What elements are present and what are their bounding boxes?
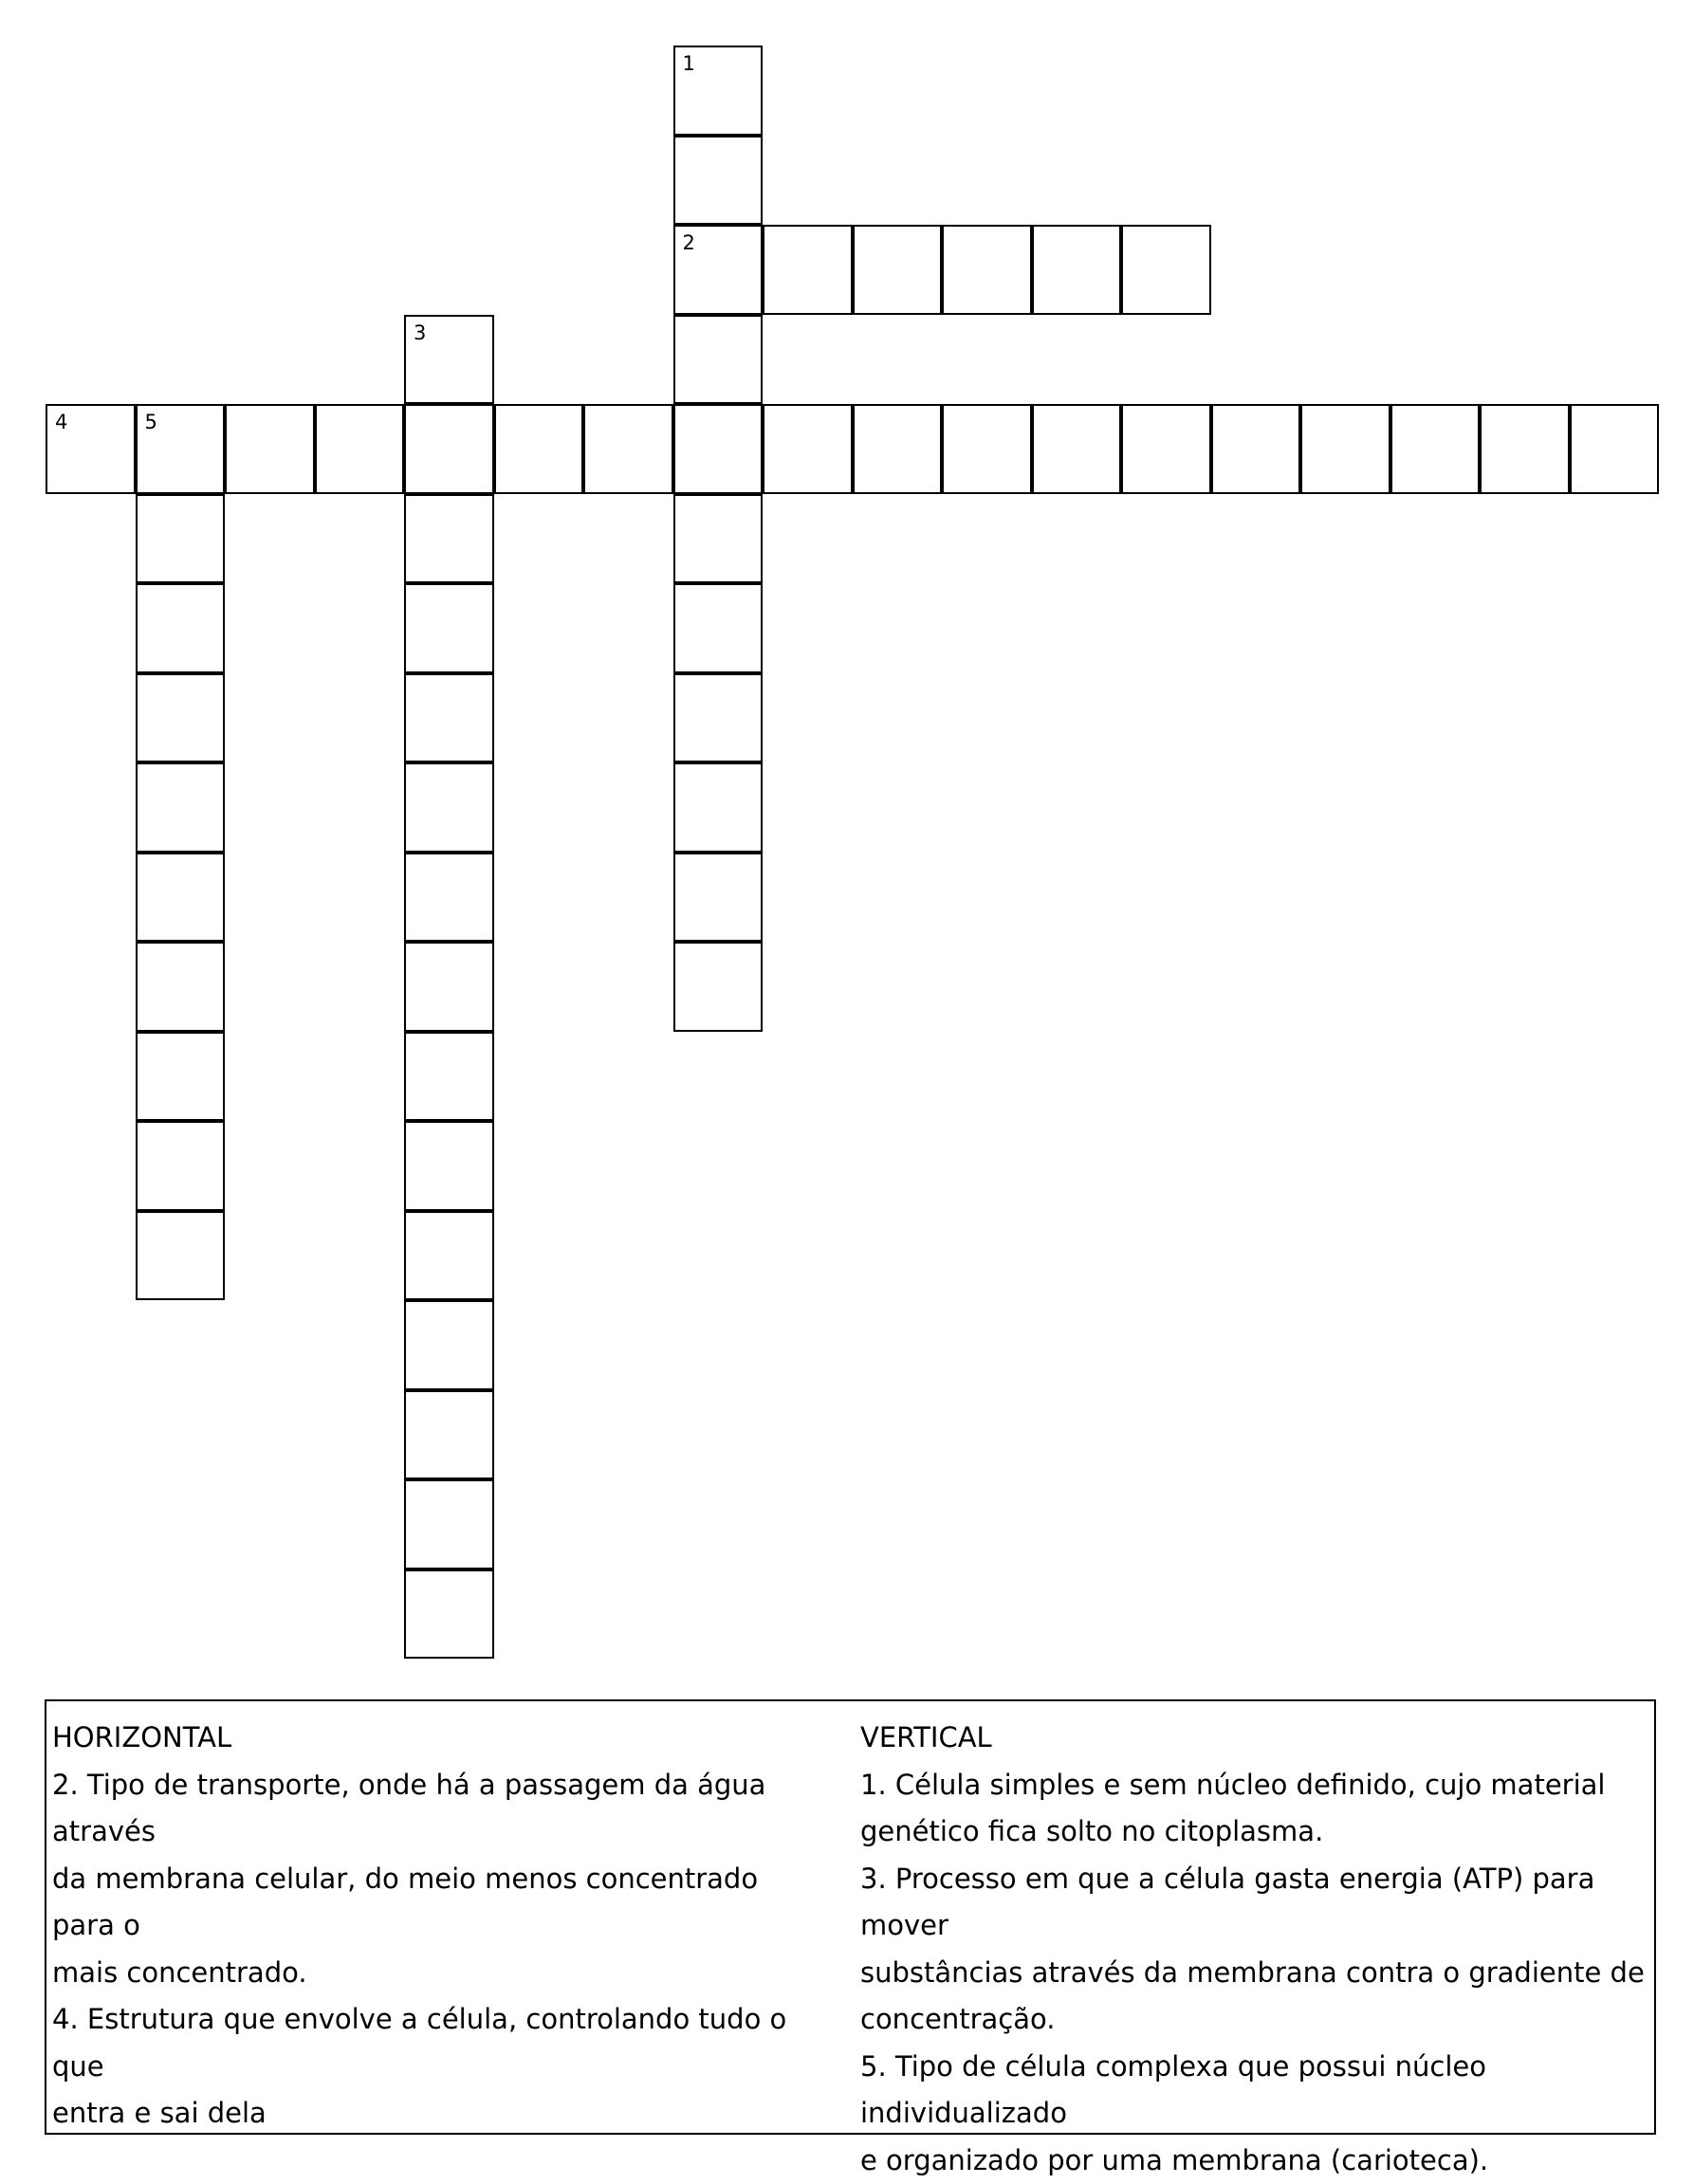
crossword-cell[interactable] — [404, 583, 494, 673]
crossword-cell[interactable] — [136, 583, 226, 673]
crossword-cell[interactable] — [136, 853, 226, 943]
crossword-cell[interactable] — [673, 404, 764, 494]
crossword-cell[interactable] — [404, 942, 494, 1032]
horizontal-clue-line: mais concentrado. — [52, 1950, 828, 1997]
crossword-cell[interactable] — [136, 1211, 226, 1301]
crossword-cell[interactable] — [1480, 404, 1570, 494]
crossword-cell[interactable] — [673, 673, 764, 763]
vertical-clue-line: 1. Célula simples e sem núcleo definido, cujo material — [860, 1762, 1648, 1809]
crossword-cell[interactable] — [673, 494, 764, 584]
clue-number: 4 — [55, 411, 67, 433]
crossword-cell[interactable] — [1570, 404, 1660, 494]
crossword-cell[interactable] — [853, 225, 943, 315]
crossword-cell[interactable] — [136, 673, 226, 763]
crossword-cell[interactable] — [46, 404, 136, 494]
crossword-cell[interactable] — [494, 404, 584, 494]
crossword-cell[interactable] — [136, 942, 226, 1032]
vertical-clue-line: e organizado por uma membrana (carioteca). — [860, 2138, 1648, 2184]
crossword-cell[interactable] — [404, 1211, 494, 1301]
crossword-cell[interactable] — [404, 1479, 494, 1569]
clue-number: 5 — [145, 411, 157, 433]
crossword-cell[interactable] — [942, 404, 1032, 494]
crossword-cell[interactable] — [404, 1121, 494, 1211]
crossword-cell[interactable] — [404, 1300, 494, 1390]
crossword-cell[interactable] — [136, 494, 226, 584]
crossword-cell[interactable] — [583, 404, 673, 494]
horizontal-clue-line: da membrana celular, do meio menos concentrado para o — [52, 1856, 828, 1950]
horizontal-heading: HORIZONTAL — [52, 1715, 828, 1762]
vertical-clues — [860, 1715, 1648, 2184]
crossword-cell[interactable] — [404, 1390, 494, 1480]
vertical-heading: VERTICAL — [860, 1715, 1648, 1762]
crossword-cell[interactable] — [1032, 225, 1122, 315]
vertical-clue-line: 5. Tipo de célula complexa que possui núcleo individualizado — [860, 2044, 1648, 2138]
horizontal-clue-line: entra e sai dela — [52, 2090, 828, 2138]
horizontal-clue-line: 2. Tipo de transporte, onde há a passagem da água através — [52, 1762, 828, 1856]
horizontal-clue-line: 4. Estrutura que envolve a célula, controlando tudo o que — [52, 1996, 828, 2090]
clue-number: 1 — [683, 52, 695, 75]
vertical-clue-line: concentração. — [860, 1996, 1648, 2044]
crossword-cell[interactable] — [136, 1121, 226, 1211]
clues-box — [45, 1699, 1656, 2135]
crossword-cell[interactable] — [136, 762, 226, 853]
crossword-cell[interactable] — [404, 762, 494, 853]
crossword-cell[interactable] — [404, 853, 494, 943]
crossword-cell[interactable] — [1211, 404, 1301, 494]
crossword-cell[interactable] — [1121, 404, 1211, 494]
crossword-cell[interactable] — [136, 1032, 226, 1122]
crossword-cell[interactable] — [404, 315, 494, 405]
crossword-cell[interactable] — [763, 225, 853, 315]
crossword-cell[interactable] — [673, 942, 764, 1032]
vertical-clue-line: substâncias através da membrana contra o gradiente de — [860, 1950, 1648, 1997]
crossword-cell[interactable] — [942, 225, 1032, 315]
crossword-cell[interactable] — [763, 404, 853, 494]
crossword-cell[interactable] — [1300, 404, 1390, 494]
crossword-cell[interactable] — [136, 404, 226, 494]
crossword-cell[interactable] — [673, 46, 764, 136]
crossword-cell[interactable] — [225, 404, 315, 494]
crossword-cell[interactable] — [673, 315, 764, 405]
crossword-cell[interactable] — [673, 762, 764, 853]
crossword-cell[interactable] — [1121, 225, 1211, 315]
crossword-cell[interactable] — [673, 583, 764, 673]
crossword-cell[interactable] — [404, 404, 494, 494]
vertical-clue-line: 3. Processo em que a célula gasta energia (ATP) para mover — [860, 1856, 1648, 1950]
crossword-cell[interactable] — [673, 136, 764, 226]
crossword-cell[interactable] — [404, 494, 494, 584]
clue-number: 3 — [414, 321, 426, 344]
crossword-cell[interactable] — [853, 404, 943, 494]
crossword-cell[interactable] — [315, 404, 405, 494]
crossword-cell[interactable] — [1032, 404, 1122, 494]
crossword-cell[interactable] — [404, 673, 494, 763]
clue-number: 2 — [683, 231, 695, 254]
vertical-clue-line: genético fica solto no citoplasma. — [860, 1808, 1648, 1856]
horizontal-clues — [52, 1715, 828, 2138]
crossword-cell[interactable] — [404, 1032, 494, 1122]
crossword-cell[interactable] — [1390, 404, 1481, 494]
crossword-cell[interactable] — [404, 1569, 494, 1660]
crossword-cell[interactable] — [673, 853, 764, 943]
crossword-cell[interactable] — [673, 225, 764, 315]
